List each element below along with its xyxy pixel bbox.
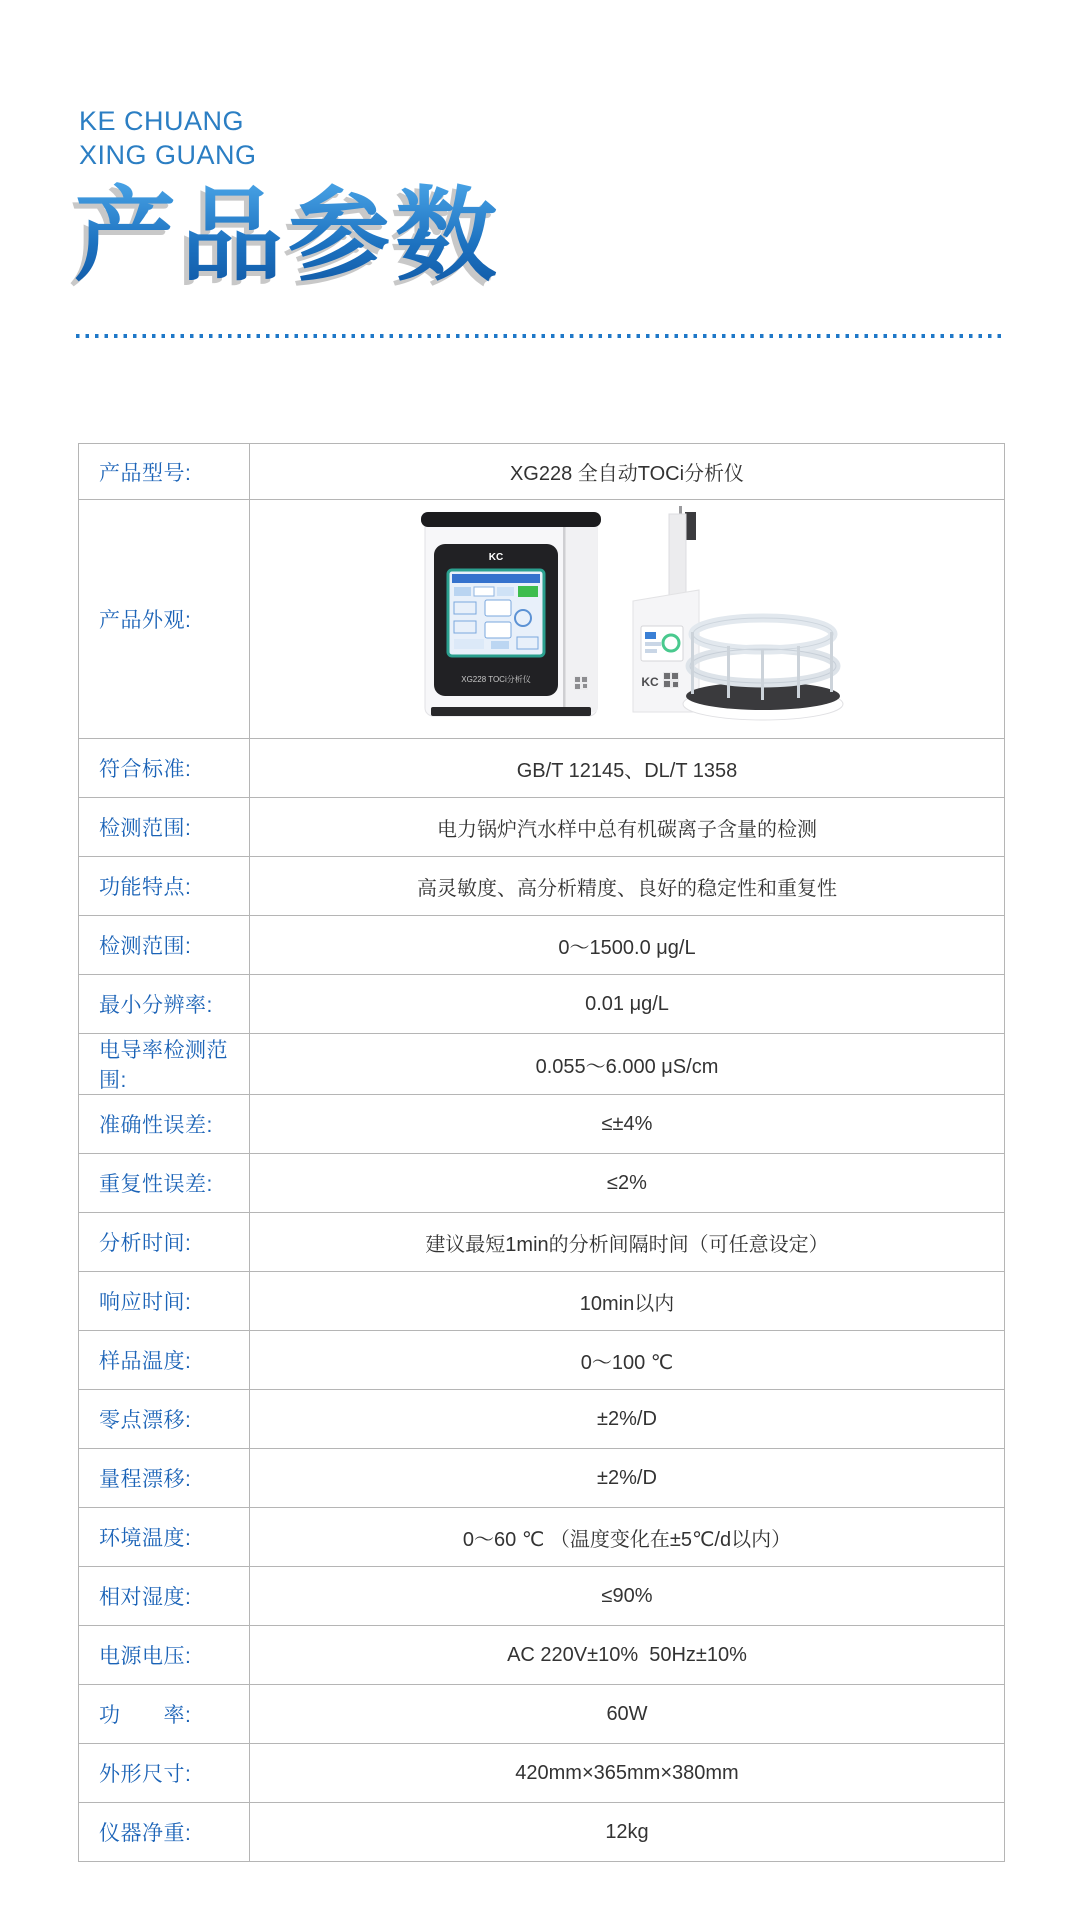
spec-value: ±2%/D xyxy=(597,1407,657,1430)
analyzer-caption: XG228 TOCi分析仪 xyxy=(461,675,531,684)
spec-label: 外形尺寸: xyxy=(79,1744,250,1802)
spec-value: 12kg xyxy=(605,1820,649,1843)
spec-label: 检测范围: xyxy=(79,798,250,856)
spec-label: 检测范围: xyxy=(79,916,250,974)
spec-value: 10min以内 xyxy=(579,1292,675,1315)
spec-value: 0～100 ℃ xyxy=(580,1351,674,1374)
spec-value: 电力锅炉汽水样中总有机碳离子含量的检测 xyxy=(437,818,817,841)
spec-label: 功 率: xyxy=(79,1685,250,1743)
sampler-logo: KC xyxy=(641,675,659,689)
spec-label: 样品温度: xyxy=(79,1331,250,1389)
spec-value: ≤±4% xyxy=(601,1112,653,1135)
table-row xyxy=(79,1389,1004,1448)
table-row xyxy=(79,1448,1004,1507)
spec-value: XG228 全自动TOCi分析仪 xyxy=(509,463,745,485)
spec-label: 最小分辨率: xyxy=(79,975,250,1033)
spec-value: 420mm×365mm×380mm xyxy=(515,1761,739,1784)
table-row xyxy=(79,797,1004,856)
table-row xyxy=(79,1094,1004,1153)
spec-label: 产品型号: xyxy=(79,444,250,499)
spec-value: 0.055～6.000 μS/cm xyxy=(535,1055,719,1078)
table-row xyxy=(79,1271,1004,1330)
spec-label: 相对湿度: xyxy=(79,1567,250,1625)
page-title: 产品参数 xyxy=(74,181,502,294)
spec-label: 量程漂移: xyxy=(79,1449,250,1507)
autosampler-unit xyxy=(633,506,843,720)
analyzer-logo: KC xyxy=(488,552,504,563)
spec-value: 60W xyxy=(606,1702,648,1725)
spec-value: 0～1500.0 μg/L xyxy=(558,936,696,959)
spec-label: 电导率检测范围: xyxy=(79,1034,250,1094)
spec-value: ≤2% xyxy=(607,1171,647,1194)
table-row xyxy=(79,1743,1004,1802)
table-row xyxy=(79,738,1004,797)
spec-label: 功能特点: xyxy=(79,857,250,915)
spec-label: 电源电压: xyxy=(79,1626,250,1684)
table-row xyxy=(79,1212,1004,1271)
table-row xyxy=(79,1153,1004,1212)
analyzer-unit xyxy=(421,512,601,716)
spec-value: 0.01 μg/L xyxy=(585,992,669,1015)
spec-value: 0～60 ℃ （温度变化在±5℃/d以内） xyxy=(462,1528,792,1551)
table-row xyxy=(79,856,1004,915)
dotted-divider xyxy=(76,334,1002,338)
spec-label: 零点漂移: xyxy=(79,1390,250,1448)
spec-label: 响应时间: xyxy=(79,1272,250,1330)
product-photo-illustration xyxy=(407,506,847,732)
table-row xyxy=(79,1566,1004,1625)
sampler-qr-code xyxy=(663,672,679,688)
spec-label: 分析时间: xyxy=(79,1213,250,1271)
brand-line-1: KE CHUANG xyxy=(79,106,245,136)
spec-value: ±2%/D xyxy=(597,1466,657,1489)
spec-label: 产品外观: xyxy=(79,500,250,738)
table-row xyxy=(79,1625,1004,1684)
spec-label: 仪器净重: xyxy=(79,1803,250,1861)
spec-value: 建议最短1min的分析间隔时间（可任意设定） xyxy=(425,1233,829,1256)
product-photo xyxy=(250,500,1004,738)
table-row xyxy=(79,1684,1004,1743)
table-row xyxy=(79,974,1004,1033)
spec-value: 高灵敏度、高分析精度、良好的稳定性和重复性 xyxy=(417,877,837,900)
spec-table xyxy=(78,443,1005,1862)
brand-text xyxy=(79,104,257,172)
spec-label: 符合标准: xyxy=(79,739,250,797)
table-row xyxy=(79,1033,1004,1094)
table-row xyxy=(79,915,1004,974)
brand-line-2: XING GUANG xyxy=(79,140,257,170)
spec-value: ≤90% xyxy=(601,1584,653,1607)
analyzer-qr-code xyxy=(574,676,588,690)
spec-label: 重复性误差: xyxy=(79,1154,250,1212)
table-row xyxy=(79,1802,1004,1861)
table-row xyxy=(79,499,1004,738)
table-row xyxy=(79,1330,1004,1389)
table-row xyxy=(79,444,1004,499)
spec-label: 环境温度: xyxy=(79,1508,250,1566)
spec-value: AC 220V±10% 50Hz±10% xyxy=(507,1643,747,1666)
table-row xyxy=(79,1507,1004,1566)
spec-value: GB/T 12145、DL/T 1358 xyxy=(516,759,738,782)
spec-label: 准确性误差: xyxy=(79,1095,250,1153)
